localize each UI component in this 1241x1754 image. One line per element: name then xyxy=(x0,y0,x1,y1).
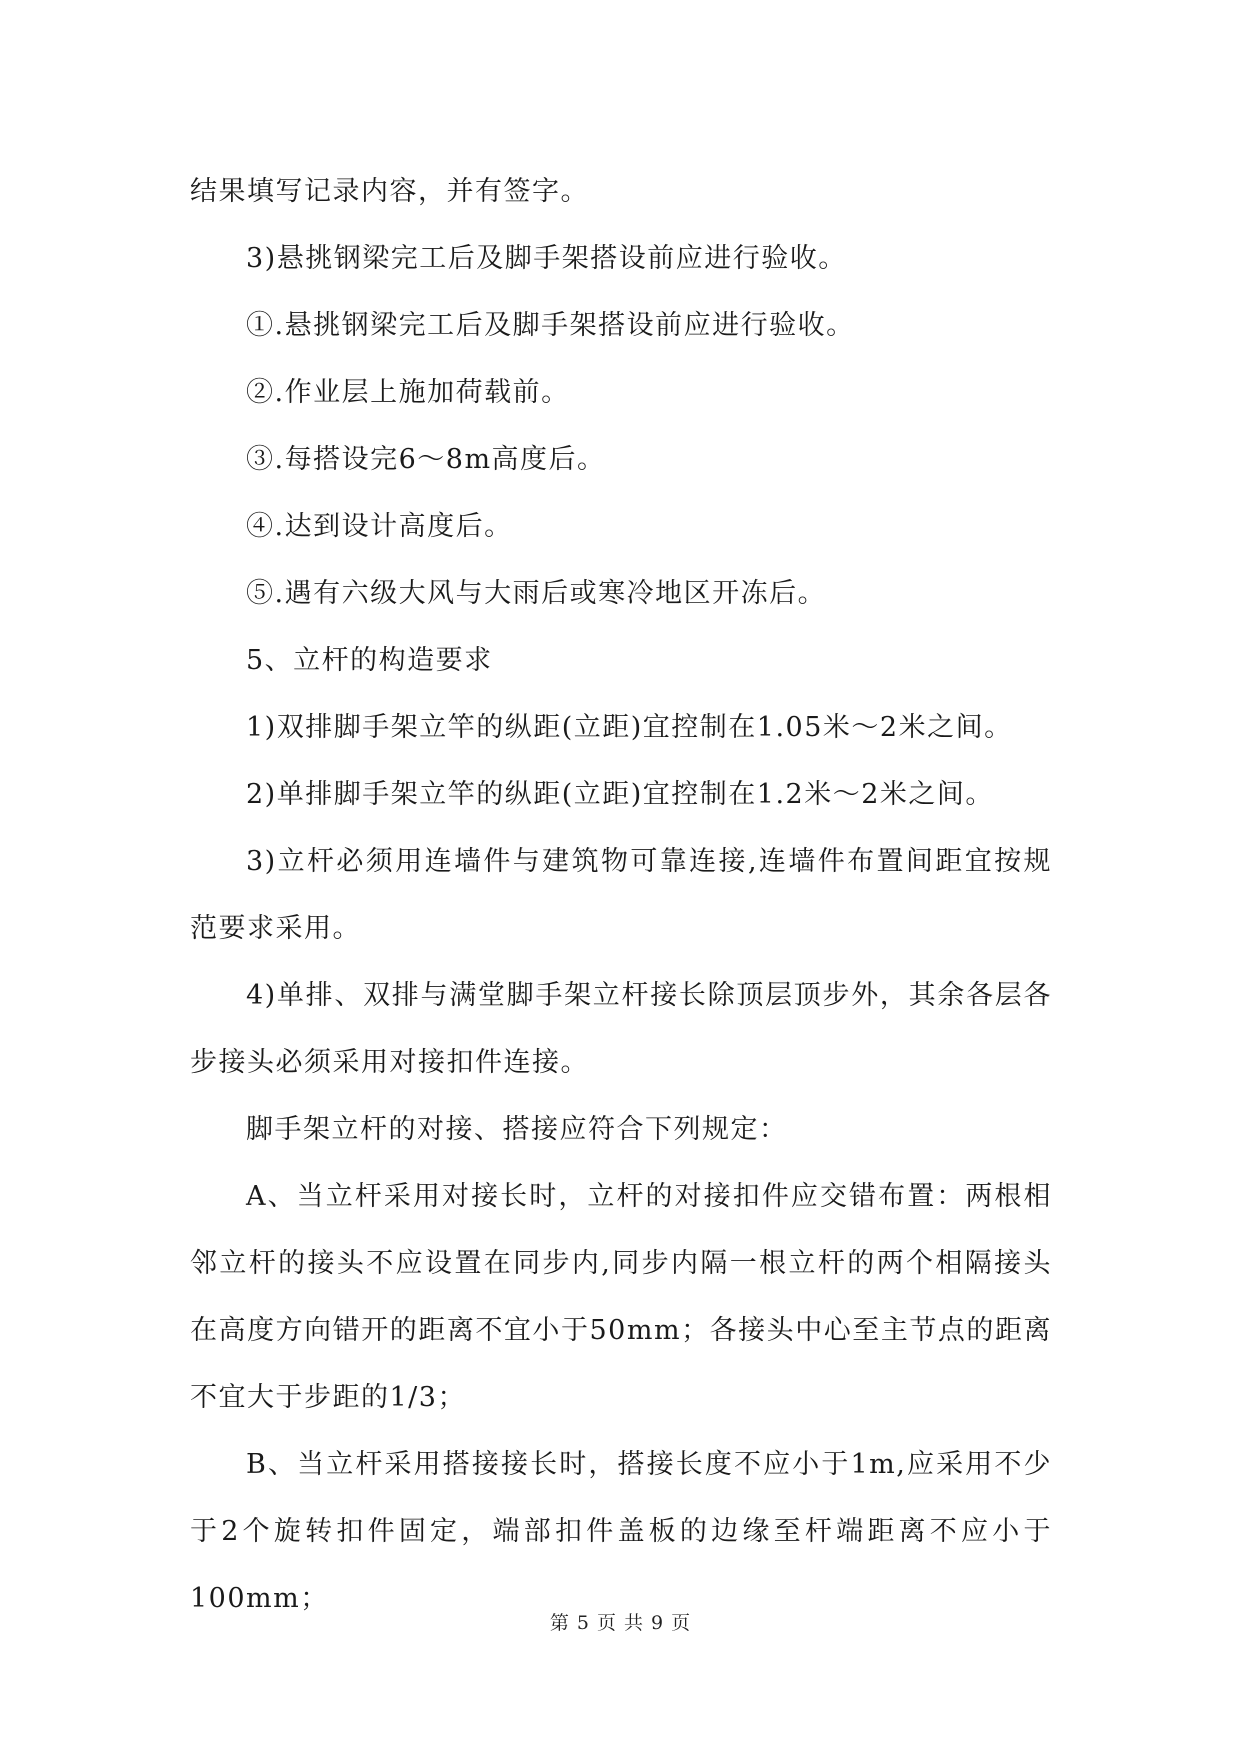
text-line: ②.作业层上施加荷载前。 xyxy=(246,377,570,408)
text-line: 在高度方向错开的距离不宜小于50mm；各接头中心至主节点的距离 xyxy=(190,1315,1052,1346)
text-line: 于2个旋转扣件固定，端部扣件盖板的边缘至杆端距离不应小于 xyxy=(190,1516,1052,1547)
text-line: 不宜大于步距的1/3； xyxy=(190,1382,466,1413)
text-line: 脚手架立杆的对接、搭接应符合下列规定： xyxy=(246,1114,788,1145)
text-line: ④.达到设计高度后。 xyxy=(246,511,513,542)
text-line: 3)悬挑钢梁完工后及脚手架搭设前应进行验收。 xyxy=(246,243,847,274)
text-line: 结果填写记录内容，并有签字。 xyxy=(190,176,589,207)
text-line: 5、立杆的构造要求 xyxy=(246,645,493,676)
text-line: 步接头必须采用对接扣件连接。 xyxy=(190,1047,589,1078)
text-line: 邻立杆的接头不应设置在同步内,同步内隔一根立杆的两个相隔接头 xyxy=(190,1248,1052,1279)
text-line: ①.悬挑钢梁完工后及脚手架搭设前应进行验收。 xyxy=(246,310,855,341)
text-line: 4)单排、双排与满堂脚手架立杆接长除顶层顶步外，其余各层各 xyxy=(246,980,1052,1011)
text-line: ⑤.遇有六级大风与大雨后或寒冷地区开冻后。 xyxy=(246,578,827,609)
text-line: 范要求采用。 xyxy=(190,913,361,944)
text-line: ③.每搭设完6～8m高度后。 xyxy=(246,444,606,475)
page-number-footer: 第 5 页 共 9 页 xyxy=(549,1612,692,1634)
text-line: A、当立杆采用对接长时，立杆的对接扣件应交错布置：两根相 xyxy=(246,1181,1052,1212)
text-line: B、当立杆采用搭接接长时，搭接长度不应小于1m,应采用不少 xyxy=(246,1449,1052,1480)
text-line: 3)立杆必须用连墙件与建筑物可靠连接,连墙件布置间距宜按规 xyxy=(246,846,1052,877)
document-body xyxy=(190,158,1052,1632)
text-line: 2)单排脚手架立竿的纵距(立距)宜控制在1.2米～2米之间。 xyxy=(246,779,994,810)
text-line: 100mm； xyxy=(190,1583,329,1614)
text-line: 1)双排脚手架立竿的纵距(立距)宜控制在1.05米～2米之间。 xyxy=(246,712,1013,743)
